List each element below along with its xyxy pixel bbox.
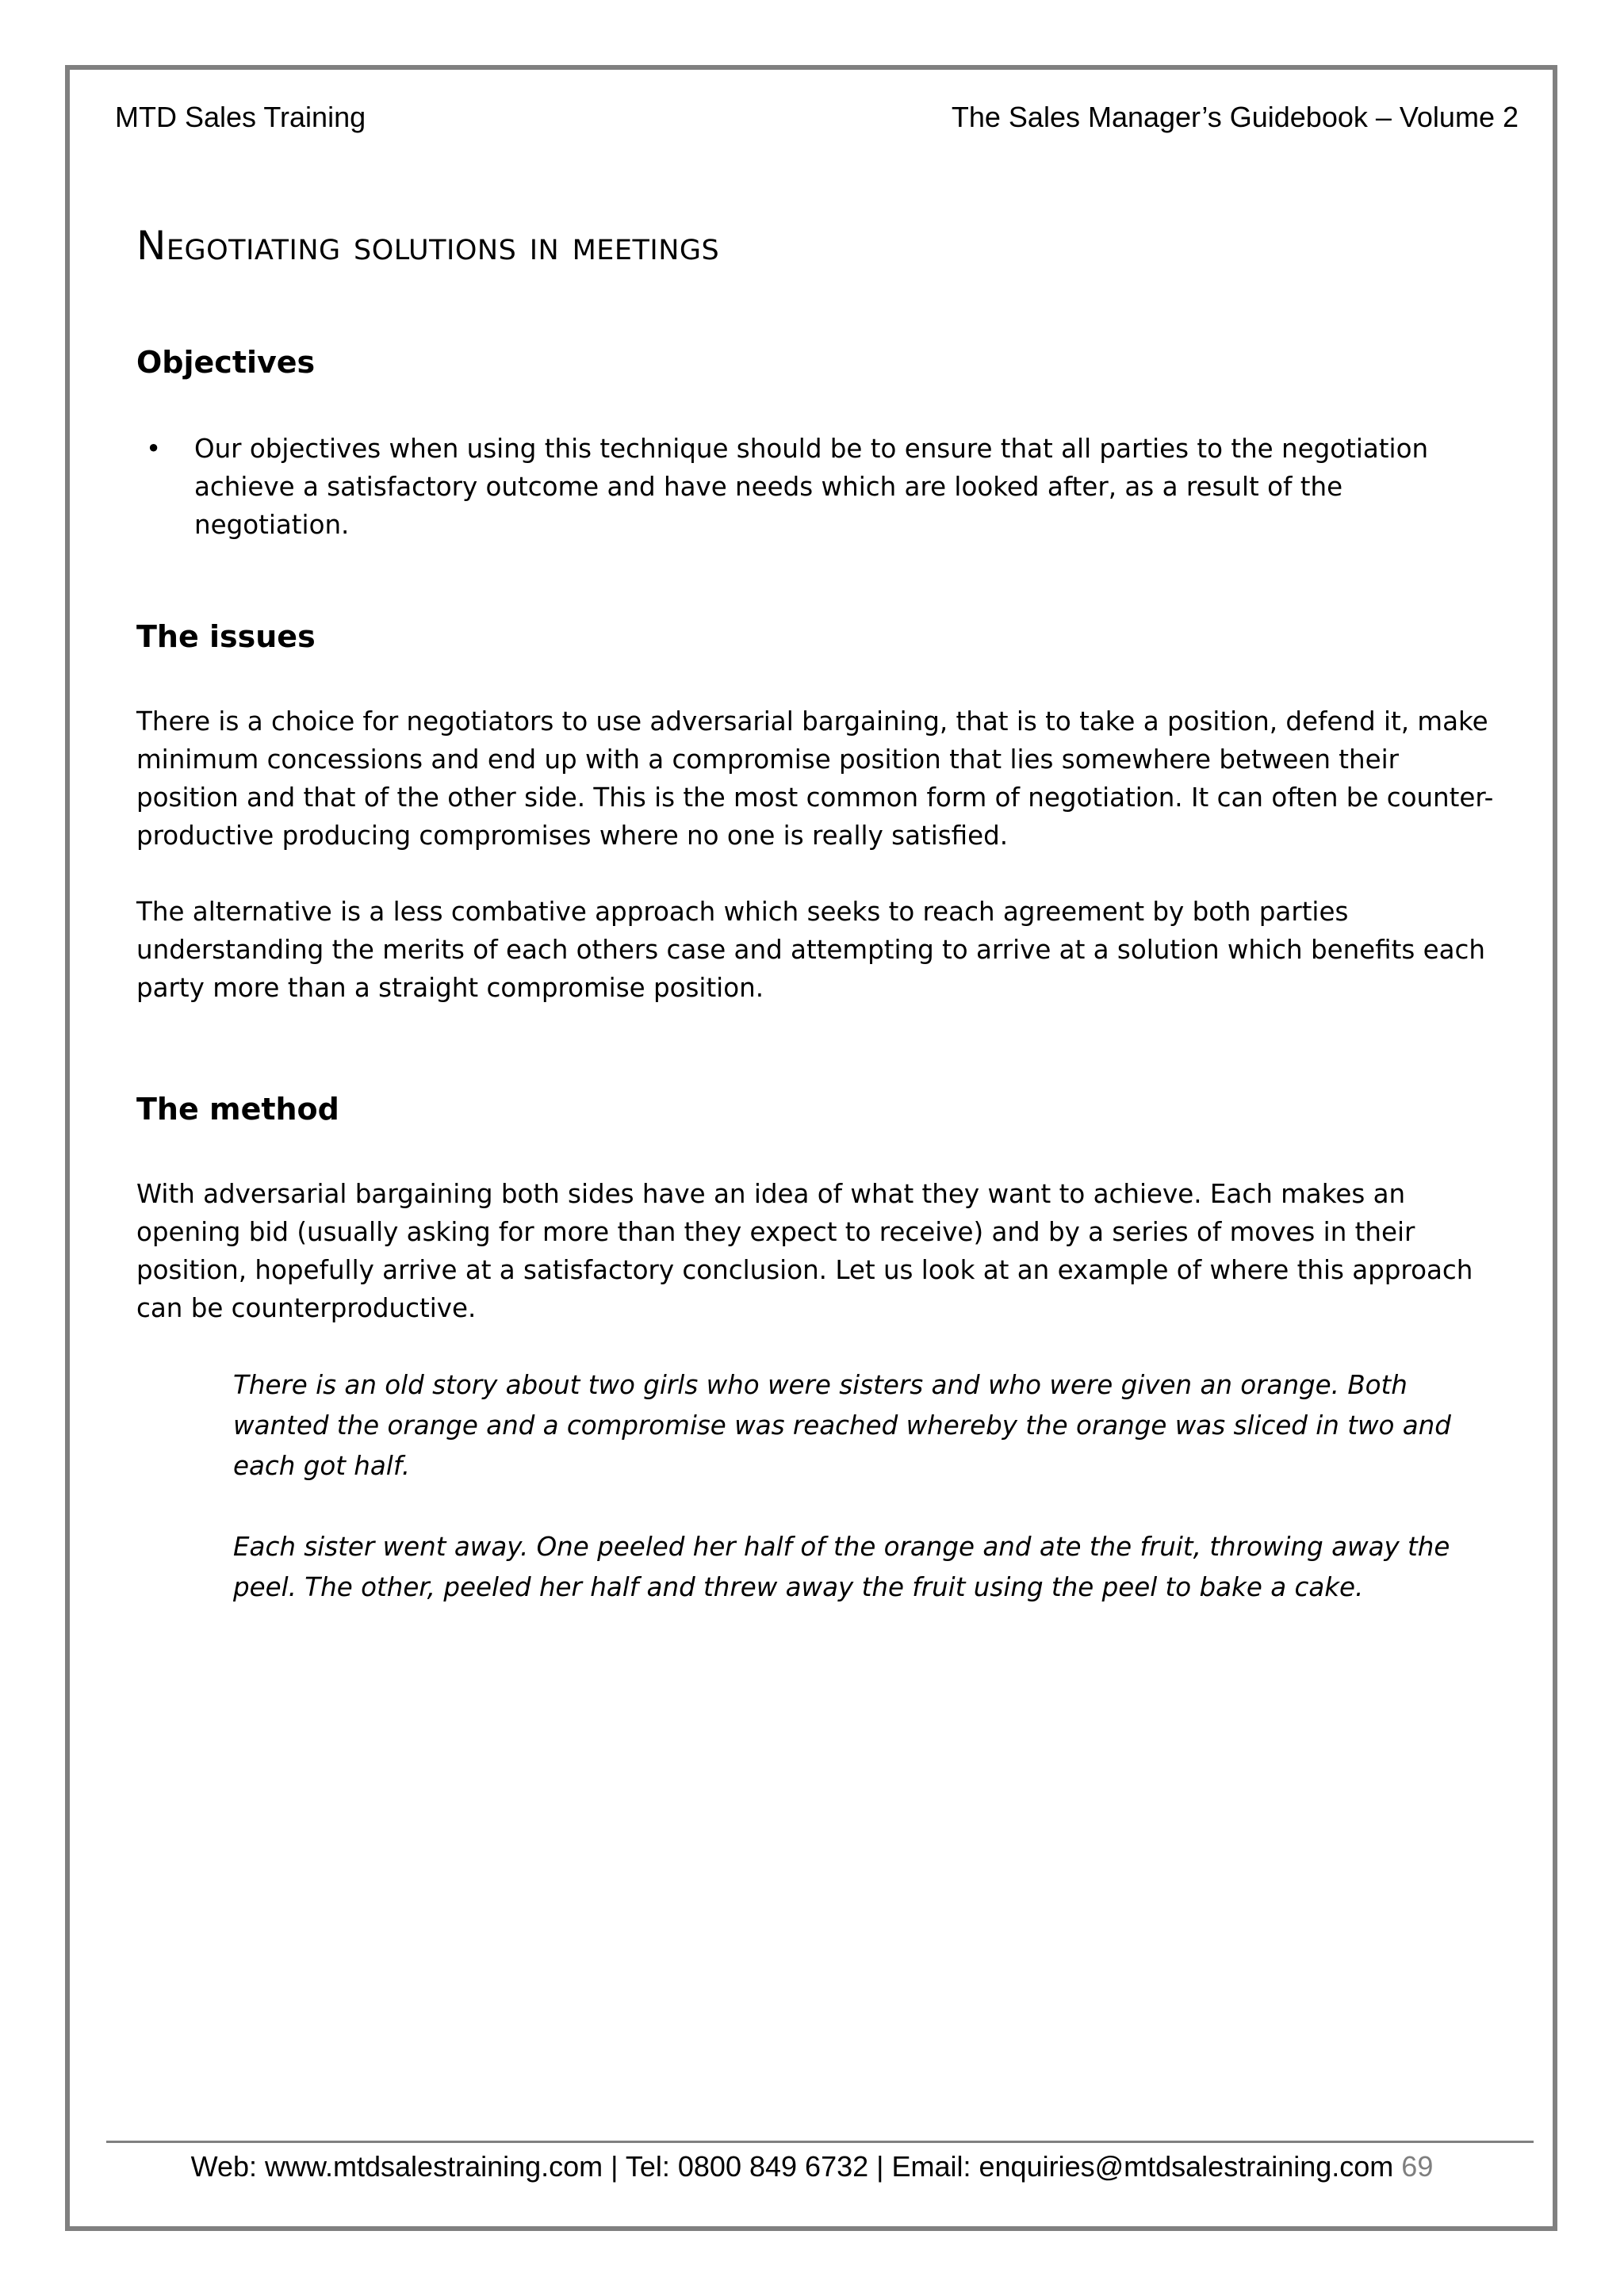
page-title: Negotiating solutions in meetings: [136, 223, 720, 269]
issues-paragraph-1: There is a choice for negotiators to use adversarial bargaining, that is to take a position, defend it, make minimum concessions and end up with a compromise position that lies somewhere between their position and that of the other side. This is the most common form of negotiation. It can often be counter-productive producing compromises where no one is really satisfied.: [136, 706, 1494, 851]
story-paragraph-2: Each sister went away. One peeled her half of the orange and ate the fruit, throwing away the peel. The other, peeled her half and threw away the fruit using the peel to bake a cake.: [233, 1532, 1450, 1602]
method-paragraph-1: With adversarial bargaining both sides have an idea of what they want to achieve. Each makes an opening bid (usually asking for more than they expect to receive) and by a series of moves in their position, hopefully arrive at a satisfactory conclusion. Let us look at an example of where this approach can be counterproductive.: [136, 1179, 1473, 1323]
heading-method: The method: [136, 1092, 339, 1127]
objectives-list: [136, 430, 1497, 544]
page-content: [136, 214, 1497, 1608]
header-book-title: The Sales Manager’s Guidebook – Volume 2: [951, 101, 1519, 133]
footer-contact: Web: www.mtdsalestraining.com | Tel: 0800 849 6732 | Email: enquiries@mtdsalestraining.com: [190, 2150, 1394, 2183]
page-number: 69: [1401, 2150, 1434, 2183]
list-item: [136, 430, 1497, 544]
footer-divider: [106, 2141, 1534, 2143]
bullet-icon: •: [146, 434, 162, 464]
issues-paragraph-2: The alternative is a less combative approach which seeks to reach agreement by both parties understanding the merits of each others case and attempting to arrive at a solution which benefits each party more than a straight compromise position.: [136, 897, 1486, 1003]
heading-objectives: Objectives: [136, 345, 316, 380]
footer: [0, 2149, 1624, 2184]
heading-issues: The issues: [136, 619, 316, 654]
objective-text: Our objectives when using this technique should be to ensure that all parties to the negotiation achieve a satisfactory outcome and have needs which are looked after, as a result of the negotiation.: [194, 434, 1429, 540]
story-quote: [233, 1365, 1497, 1608]
header-brand: MTD Sales Training: [115, 101, 366, 133]
story-paragraph-1: There is an old story about two girls who were sisters and who were given an orange. Both wanted the orange and a compromise was reached whereby the orange was sliced in two and each got half.: [233, 1370, 1451, 1481]
